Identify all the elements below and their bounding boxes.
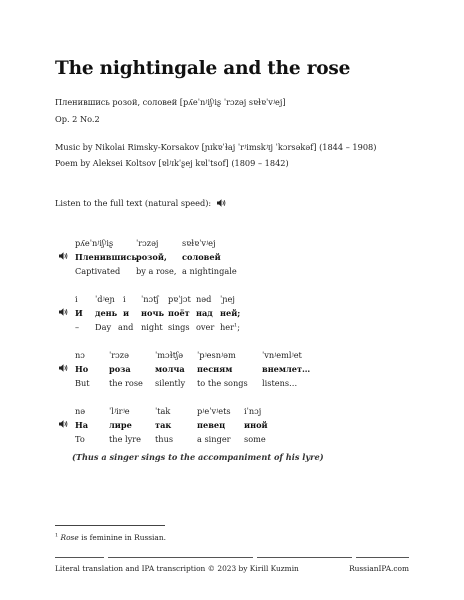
english-word: Day — [95, 322, 112, 332]
russian-word: Но — [75, 364, 89, 374]
ipa-word: i — [123, 294, 126, 304]
stanza-3 — [55, 350, 415, 398]
english-word: silently — [155, 378, 186, 388]
english-word: To — [75, 434, 85, 444]
ipa-word: pʲeˈvʲets — [197, 406, 231, 416]
english-word: the rose — [109, 378, 143, 388]
english-word: sings — [168, 322, 190, 332]
opus-number: Op. 2 No.2 — [55, 114, 100, 124]
ipa-word: ˈɲej — [220, 294, 235, 304]
ipa-word: nɔ — [75, 350, 85, 360]
english-row — [55, 322, 415, 333]
russian-row — [55, 420, 415, 431]
footer-site-link[interactable]: RussianIPA.com — [349, 564, 409, 573]
footer-divider — [108, 557, 253, 558]
ipa-row — [55, 238, 415, 249]
russian-row — [55, 308, 415, 319]
russian-word: поёт — [168, 308, 190, 318]
russian-word: роза — [109, 364, 131, 374]
ipa-word: pʎeˈnʲiʃʲiʂ — [75, 238, 114, 248]
english-word: night — [141, 322, 163, 332]
english-word: Captivated — [75, 266, 121, 276]
russian-word: Пленившись — [75, 252, 137, 262]
russian-word: и — [123, 308, 130, 318]
stanza-2 — [55, 294, 415, 342]
ipa-word: nəd — [196, 294, 212, 304]
russian-word: над — [196, 308, 213, 318]
poem-credit: Poem by Aleksei Koltsov [ɐlʲɪkˈʂej kɐlˈtsof] (1809 – 1842) — [55, 158, 289, 168]
russian-word: И — [75, 308, 83, 318]
footnote-divider — [55, 525, 165, 526]
listen-label: Listen to the full text (natural speed): — [55, 198, 212, 208]
english-word: some — [244, 434, 266, 444]
russian-word: так — [155, 420, 172, 430]
russian-word: ней; — [220, 308, 241, 318]
russian-word: день — [95, 308, 118, 318]
ipa-word: ˈtak — [155, 406, 171, 416]
footnote-text: is feminine in Russian. — [78, 533, 166, 542]
english-word: the lyre — [109, 434, 142, 444]
footer-copyright: Literal translation and IPA transcription © 2023 by Kirill Kuzmin — [55, 564, 299, 573]
stanza-1 — [55, 238, 415, 286]
footnote-number: 1 — [55, 532, 59, 539]
ipa-word: ˈrɔzə — [109, 350, 129, 360]
ipa-row — [55, 406, 415, 417]
english-word: But — [75, 378, 90, 388]
stanza-4 — [55, 406, 415, 454]
english-word: by a rose, — [136, 266, 177, 276]
russian-word: иной — [244, 420, 268, 430]
ipa-word: pɐˈjɔt — [168, 294, 191, 304]
footer-divider — [55, 557, 104, 558]
ipa-word: ˈrɔzəj — [136, 238, 159, 248]
ipa-word: iˈnɔj — [244, 406, 262, 416]
russian-row — [55, 364, 415, 375]
english-word: a singer — [197, 434, 231, 444]
music-credit: Music by Nikolai Rimsky-Korsakov [ɲɪkɐˈɫaj ˈrʲimskʲɪj ˈkɔrsəkəf] (1844 – 1908) — [55, 142, 377, 152]
english-row — [55, 434, 415, 445]
english-word: and — [118, 322, 134, 332]
ipa-word: ˈvnʲemlʲet — [262, 350, 302, 360]
subtitle-ru: Пленившись розой, соловей [pʎeˈnʲiʃʲiʂ ˈrɔzəj sɐɫɐˈvʲej] — [55, 97, 286, 107]
russian-word: лире — [109, 420, 132, 430]
ipa-word: sɐɫɐˈvʲej — [182, 238, 216, 248]
english-word: to the songs — [197, 378, 248, 388]
russian-word: На — [75, 420, 89, 430]
ipa-word: ˈpʲesnʲəm — [197, 350, 236, 360]
russian-row — [55, 252, 415, 263]
english-row — [55, 266, 415, 277]
english-word: listens… — [262, 378, 298, 388]
ipa-word: ˈdʲeɲ — [95, 294, 115, 304]
footer-divider — [356, 557, 409, 558]
russian-word: песням — [197, 364, 233, 374]
page-title: The nightingale and the rose — [55, 58, 351, 79]
english-row — [55, 378, 415, 389]
russian-word: розой, — [136, 252, 167, 262]
ipa-word: i — [75, 294, 78, 304]
listen-full-row — [55, 198, 226, 209]
ipa-word: ˈmɔɫtʃə — [155, 350, 184, 360]
russian-word: ночь — [141, 308, 165, 318]
speaker-icon[interactable] — [217, 199, 226, 209]
footnote-mark: 1 — [234, 322, 238, 329]
footnote-word: Rose — [60, 533, 79, 542]
english-word: a nightingale — [182, 266, 237, 276]
ipa-row — [55, 350, 415, 361]
english-word: her — [220, 322, 235, 332]
ipa-word: nə — [75, 406, 86, 416]
footer-divider — [257, 557, 352, 558]
russian-word: молча — [155, 364, 185, 374]
ipa-row — [55, 294, 415, 305]
footnote — [55, 533, 166, 542]
english-word: thus — [155, 434, 174, 444]
russian-word: певец — [197, 420, 226, 430]
english-word-with-footnote: her$^1$; — [220, 322, 240, 332]
ipa-word: ˈnɔtʃ — [141, 294, 159, 304]
ipa-word: ˈlʲirʲe — [109, 406, 130, 416]
russian-word: внемлет… — [262, 364, 311, 374]
english-word: over — [196, 322, 215, 332]
english-word: – — [75, 322, 80, 332]
stanza-note: (Thus a singer sings to the accompaniment of his lyre) — [72, 452, 324, 462]
russian-word: соловей — [182, 252, 221, 262]
